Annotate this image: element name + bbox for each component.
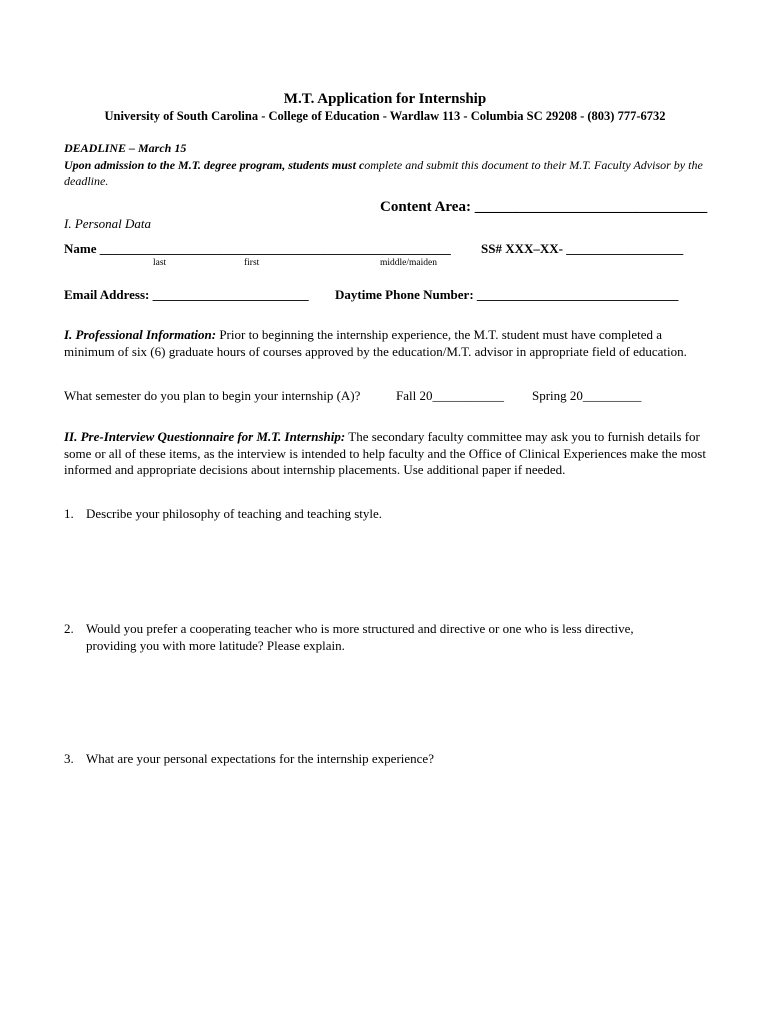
spring-field[interactable]: Spring 20_________ bbox=[532, 388, 642, 403]
question-number: 2. bbox=[64, 621, 74, 636]
semester-question: What semester do you plan to begin your internship (A)? bbox=[64, 388, 361, 403]
name-field[interactable]: Name ______________________________________________________ bbox=[64, 241, 451, 256]
deadline-instruction bbox=[64, 157, 714, 189]
professional-info-lead: I. Professional Information: bbox=[64, 327, 217, 342]
question-text: What are your personal expectations for the internship experience? bbox=[86, 751, 434, 766]
instruction-rest: omplete and submit this document to their M.T. Faculty Advisor by the deadline. bbox=[64, 158, 703, 188]
name-sublabel-last: last bbox=[153, 258, 167, 268]
question-number: 1. bbox=[64, 506, 74, 521]
ssn-field[interactable]: SS# XXX–XX- __________________ bbox=[481, 241, 684, 256]
question-3 bbox=[64, 751, 704, 768]
professional-info-paragraph bbox=[64, 327, 714, 360]
preinterview-text: The secondary faculty committee may ask you to furnish details for some or all of these items, as the interview is intended to help faculty and the Office of Clinical Experiences make the most informed and appropriate decisions about internship placements. Use additional paper if needed. bbox=[64, 429, 706, 477]
preinterview-lead: II. Pre-Interview Questionnaire for M.T. Internship: bbox=[64, 429, 346, 444]
answer-area-3[interactable] bbox=[64, 775, 714, 975]
name-sublabel-middle: middle/maiden bbox=[380, 258, 437, 268]
personal-data-heading: I. Personal Data bbox=[64, 216, 152, 231]
instruction-bold: Upon admission to the M.T. degree program, students must c bbox=[64, 158, 365, 172]
deadline-label: DEADLINE – March 15 bbox=[64, 141, 187, 155]
question-1 bbox=[64, 506, 704, 523]
question-text: Would you prefer a cooperating teacher who is more structured and directive or one who is less directive, bbox=[86, 621, 634, 636]
question-number: 3. bbox=[64, 751, 74, 766]
question-text-continued: providing you with more latitude? Please explain. bbox=[86, 637, 345, 653]
fall-field[interactable]: Fall 20___________ bbox=[396, 388, 504, 403]
question-text: Describe your philosophy of teaching and teaching style. bbox=[86, 506, 383, 521]
form-title: M.T. Application for Internship bbox=[283, 91, 487, 107]
content-area-field[interactable]: Content Area: _______________________________ bbox=[380, 199, 708, 215]
answer-area-2[interactable] bbox=[64, 660, 714, 750]
preinterview-paragraph bbox=[64, 429, 714, 479]
email-field[interactable]: Email Address: ________________________ bbox=[64, 287, 309, 302]
answer-area-1[interactable] bbox=[64, 528, 714, 618]
name-sublabel-first: first bbox=[244, 258, 260, 268]
question-2 bbox=[64, 621, 704, 654]
institution-address: University of South Carolina - College of Education - Wardlaw 113 - Columbia SC 29208 - (803) 777-6732 bbox=[104, 109, 666, 123]
professional-info-text: Prior to beginning the internship experience, the M.T. student must have completed a minimum of six (6) graduate hours of courses approved by the education/M.T. advisor in appropriate field of education. bbox=[64, 327, 687, 359]
phone-field[interactable]: Daytime Phone Number: _______________________________ bbox=[335, 287, 679, 302]
